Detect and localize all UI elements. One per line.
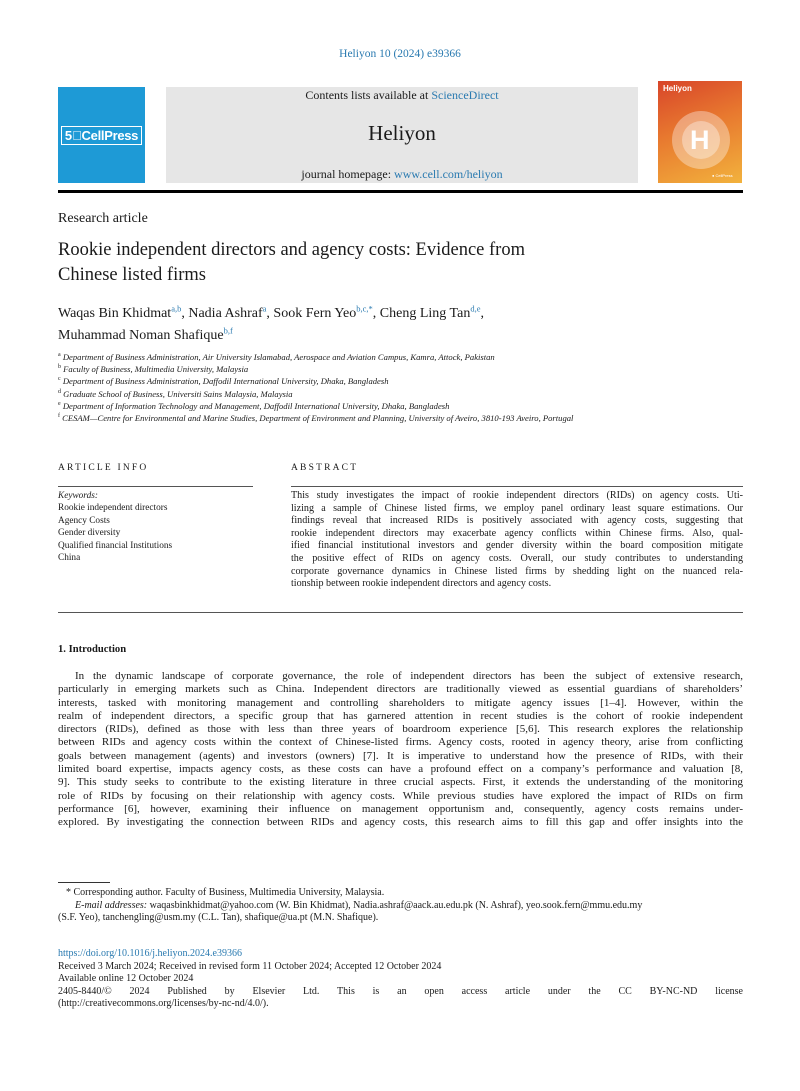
email-addresses[interactable]: waqasbinkhidmat@yahoo.com (W. Bin Khidmat), Nadia.ashraf@aack.au.edu.pk (N. Ashraf), yeo.sook.fern@mmu.edu.my (147, 899, 643, 911)
body-line: role of RIDs by focusing on their relationship with agency costs. While previous studies have explored the impact of RIDs on firm (58, 789, 743, 802)
keywords-block (58, 490, 172, 564)
affiliation-sup: e (58, 400, 61, 407)
abstract-line: This study investigates the impact of rookie independent directors (RIDs) on agency costs. Uti- (291, 490, 743, 501)
keyword-item: Qualified financial Institutions (58, 540, 173, 551)
affiliation-text: Department of Business Administration, Daffodil International University, Dhaka, Bangladesh (62, 376, 389, 387)
body-line: goals between management (agents) and investors (owners) [7]. It is imperative to understand how the presence of RIDs, with their (58, 749, 743, 762)
abstract-rule (291, 486, 743, 487)
body-line: 9]. This study seeks to contribute to the existing literature in three crucial aspects. First, it extends the understanding of the monitoring (58, 776, 743, 789)
affiliation-item (58, 400, 748, 412)
keyword-item: Agency Costs (58, 515, 110, 526)
author-affil-sup[interactable]: b,c,* (356, 303, 373, 314)
body-line: particularly in emerging markets such as China. Independent directors are traditionally viewed as essential guardians of shareholders’ (58, 683, 743, 696)
author-list (58, 303, 738, 347)
available-online: Available online 12 October 2024 (58, 973, 194, 985)
affiliation-sup: a (58, 352, 61, 359)
affiliation-item (58, 351, 748, 363)
author-separator: , (480, 306, 484, 321)
cover-letter: H (690, 125, 710, 155)
body-line: In the dynamic landscape of corporate governance, the role of independent directors has been the subject of extensive research, (75, 670, 743, 682)
abstract-heading: ABSTRACT (291, 463, 359, 473)
author-separator: , (372, 306, 380, 321)
abstract-line: rookie independent directors may exacerbate agency conflicts within Chinese firms. Also, qual- (291, 527, 743, 539)
cover-title: Heliyon (663, 84, 692, 93)
affiliation-text: Department of Information Technology and Management, Daffodil International University, Dhaka, Bangladesh (62, 400, 450, 411)
author-affil-sup[interactable]: a,b (171, 303, 182, 314)
journal-cover-image[interactable] (658, 81, 742, 183)
affiliation-text: Graduate School of Business, Universiti Sains Malaysia, Malaysia (63, 388, 293, 399)
body-line: directors (RIDs), defined as those with less than three years of boardroom experience [5,6]. This research explores the relationship (58, 723, 743, 736)
author-name[interactable]: Waqas Bin Khidmat (58, 306, 172, 321)
title-line-1: Rookie independent directors and agency costs: Evidence from (58, 240, 525, 260)
article-info-rule (58, 486, 253, 487)
affiliation-text: Department of Business Administration, Air University Islamabad, Aerospace and Aviation Campus, Kamra, Attock, Pakistan (62, 352, 495, 362)
abstract-line: the positive effect of RIDs on agency costs. Overall, our study contributes to understanding (291, 552, 743, 564)
corresponding-author-note: * Corresponding author. Faculty of Business, Multimedia University, Malaysia. (66, 887, 385, 898)
author-affil-sup[interactable]: b,f (223, 325, 233, 336)
doi-link[interactable]: https://doi.org/10.1016/j.heliyon.2024.e39366 (58, 948, 242, 959)
keyword-item: Gender diversity (58, 528, 121, 539)
abstract-line: lizing a sample of Chinese listed firms, we employ panel ordinary least square estimations. Our (291, 502, 743, 514)
abstract-line: corporate governance dynamics in Chinese listed firms by shedding light on the nuanced rela- (291, 565, 743, 577)
body-line: explored. By investigating the connection between RIDs and agency costs, this research aims to fill this gap and offer insights into the (58, 816, 743, 829)
author-name[interactable]: Sook Fern Yeo (273, 306, 357, 321)
body-line: between RIDs and agency costs within the context of Chinese-listed firms. Agency costs, rooted in agency theory, arise from conflicting (58, 736, 743, 749)
contents-line (166, 88, 638, 103)
email-line-2[interactable]: (S.F. Yeo), tanchengling@usm.my (C.L. Tan), shafique@ua.pt (M.N. Shafique). (58, 912, 379, 924)
publication-info (58, 948, 743, 1011)
footnotes (58, 887, 743, 925)
header-rule (58, 190, 743, 193)
email-line-1 (58, 900, 743, 913)
cover-publisher: ● CellPress (712, 173, 733, 178)
license-line-1: 2405-8440/© 2024 Published by Elsevier Ltd. This is an open access article under the CC BY-NC-ND license (58, 985, 743, 997)
affiliation-sup: f (58, 413, 60, 420)
body-line: limited board expertise, impacts agency costs, as these costs can have a profound effect on a company’s performance and valuation [8, (58, 763, 743, 776)
abstract-line: ified financial institutional investors and gender diversity within the board composition mitigate (291, 540, 743, 552)
article-title (58, 238, 678, 288)
keyword-item: China (58, 553, 81, 564)
journal-name: Heliyon (368, 121, 436, 145)
author-affil-sup[interactable]: d,e (470, 303, 481, 314)
authors-line-1 (58, 303, 738, 325)
keywords-label: Keywords: (58, 491, 98, 501)
homepage-link[interactable]: www.cell.com/heliyon (394, 167, 503, 181)
abstract-bottom-rule (58, 612, 743, 613)
author-name[interactable]: Cheng Ling Tan (379, 306, 471, 321)
received-dates: Received 3 March 2024; Received in revised form 11 October 2024; Accepted 12 October 2024 (58, 960, 442, 972)
affiliation-item (58, 388, 748, 400)
article-info-heading: ARTICLE INFO (58, 463, 149, 473)
author-affil-sup[interactable]: a (262, 303, 267, 314)
author-separator: , (266, 306, 274, 321)
author-separator: , (181, 306, 189, 321)
abstract-line: tionship between rookie independent directors and agency costs. (291, 578, 552, 590)
keyword-item: Rookie independent directors (58, 503, 168, 514)
affiliation-text: CESAM—Centre for Environmental and Marine Studies, Department of Environment and Planning, University of Aveiro, 3810-193 Aveiro, Portugal (62, 413, 574, 424)
author-name[interactable]: Muhammad Noman Shafique (58, 328, 224, 343)
abstract-line: findings reveal that increased RIDs is positively associated with agency costs, suggesting that (291, 515, 743, 527)
body-line: realm of independent directors, a specific group that has garnered attention in recent studies is the cohort of rookie independent (58, 709, 743, 722)
cellpress-logo-text: 5⃝CellPress (61, 126, 142, 145)
affiliation-item (58, 363, 748, 375)
cellpress-logo (58, 87, 145, 183)
contents-prefix: Contents lists available at (305, 88, 432, 102)
homepage-prefix: journal homepage: (301, 167, 395, 181)
affiliations (58, 351, 748, 424)
section-heading-introduction: 1. Introduction (58, 644, 127, 655)
article-type: Research article (58, 211, 148, 226)
email-label: E-mail addresses: (75, 899, 148, 911)
body-line: performance [6], however, examining their influence on management opportunism and, consequently, agency costs remains under- (58, 802, 743, 815)
affiliation-sup: c (58, 376, 61, 383)
sciencedirect-link[interactable]: ScienceDirect (431, 88, 499, 102)
affiliation-text: Faculty of Business, Multimedia University, Malaysia (63, 364, 249, 375)
affiliation-sup: b (58, 364, 61, 371)
abstract-text (291, 490, 743, 591)
introduction-body (58, 670, 743, 830)
journal-citation[interactable]: Heliyon 10 (2024) e39366 (339, 48, 461, 60)
affiliation-sup: d (58, 388, 61, 395)
title-line-2: Chinese listed firms (58, 265, 206, 285)
homepage-line (166, 167, 638, 182)
authors-line-2 (58, 325, 738, 347)
affiliation-item (58, 412, 748, 424)
license-line-2[interactable]: (http://creativecommons.org/licenses/by-nc-nd/4.0/). (58, 998, 269, 1010)
footnote-rule (58, 882, 110, 883)
author-name[interactable]: Nadia Ashraf (188, 306, 263, 321)
body-line: interests, tasked with monitoring management and controlling shareholders to mitigate agency issues [1–4]. However, within the (58, 696, 743, 709)
affiliation-item (58, 375, 748, 387)
